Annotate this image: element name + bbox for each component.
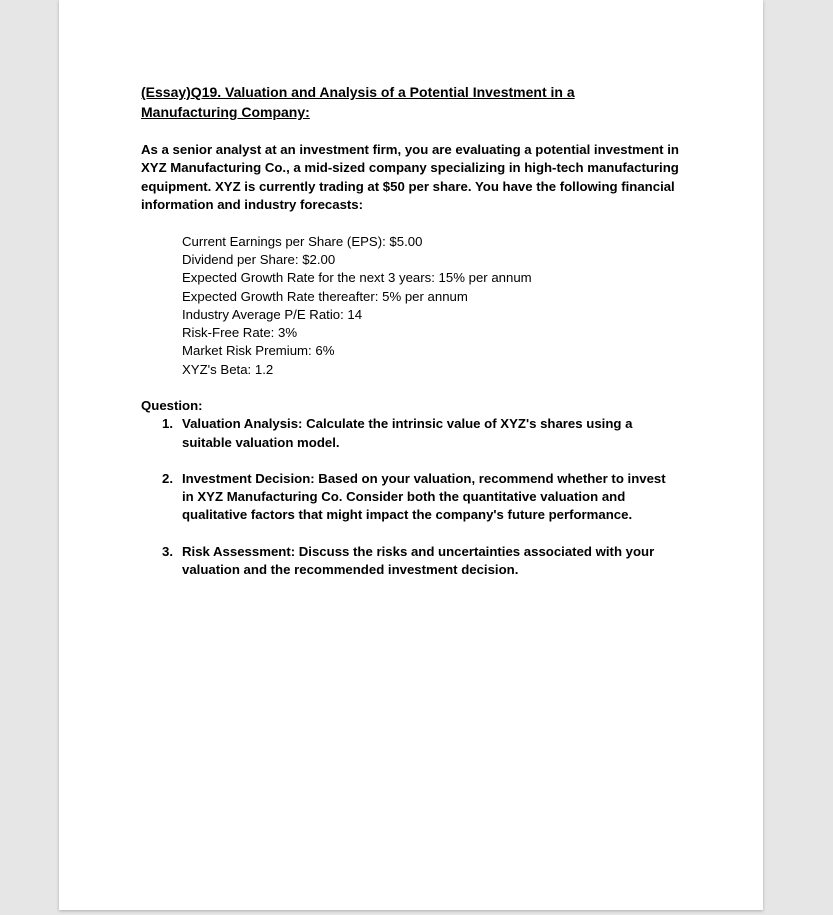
- questions-list: [141, 415, 701, 579]
- question-label: Question:: [141, 398, 203, 413]
- fact-item: Risk-Free Rate: 3%: [182, 325, 298, 341]
- question-item: [162, 415, 679, 451]
- fact-item: Dividend per Share: $2.00: [182, 251, 336, 267]
- fact-item: Market Risk Premium: 6%: [182, 343, 335, 359]
- question-text: Valuation Analysis: Calculate the intrinsic value of XYZ's shares using a suitable valuation model.: [182, 416, 633, 450]
- financial-facts-list: [141, 233, 701, 379]
- document-title: (Essay)Q19. Valuation and Analysis of a Potential Investment in a Manufacturing Company:: [141, 84, 575, 120]
- fact-item: Current Earnings per Share (EPS): $5.00: [182, 233, 423, 249]
- fact-item: Expected Growth Rate thereafter: 5% per annum: [182, 288, 468, 304]
- question-item: [162, 470, 679, 525]
- question-text: Investment Decision: Based on your valuation, recommend whether to invest in XYZ Manufacturing Co. Consider both the quantitative valuation and qualitative factors that might impact the company's future performance.: [182, 470, 666, 523]
- question-text: Risk Assessment: Discuss the risks and uncertainties associated with your valuation and the recommended investment decision.: [182, 543, 655, 577]
- question-number: 2.: [162, 470, 173, 486]
- intro-paragraph: As a senior analyst at an investment firm, you are evaluating a potential investment in XYZ Manufacturing Co., a mid-sized company specializing in high-tech manufacturing equipment. XYZ is currently trading at $50 per share. You have the following financial information and industry forecasts:: [141, 142, 679, 213]
- fact-item: Industry Average P/E Ratio: 14: [182, 306, 363, 322]
- fact-item: XYZ's Beta: 1.2: [182, 361, 274, 377]
- document-content: [141, 82, 701, 597]
- question-number: 3.: [162, 543, 173, 559]
- document-page: [59, 0, 763, 910]
- fact-item: Expected Growth Rate for the next 3 years: 15% per annum: [182, 270, 532, 286]
- question-item: [162, 543, 679, 579]
- question-number: 1.: [162, 416, 173, 432]
